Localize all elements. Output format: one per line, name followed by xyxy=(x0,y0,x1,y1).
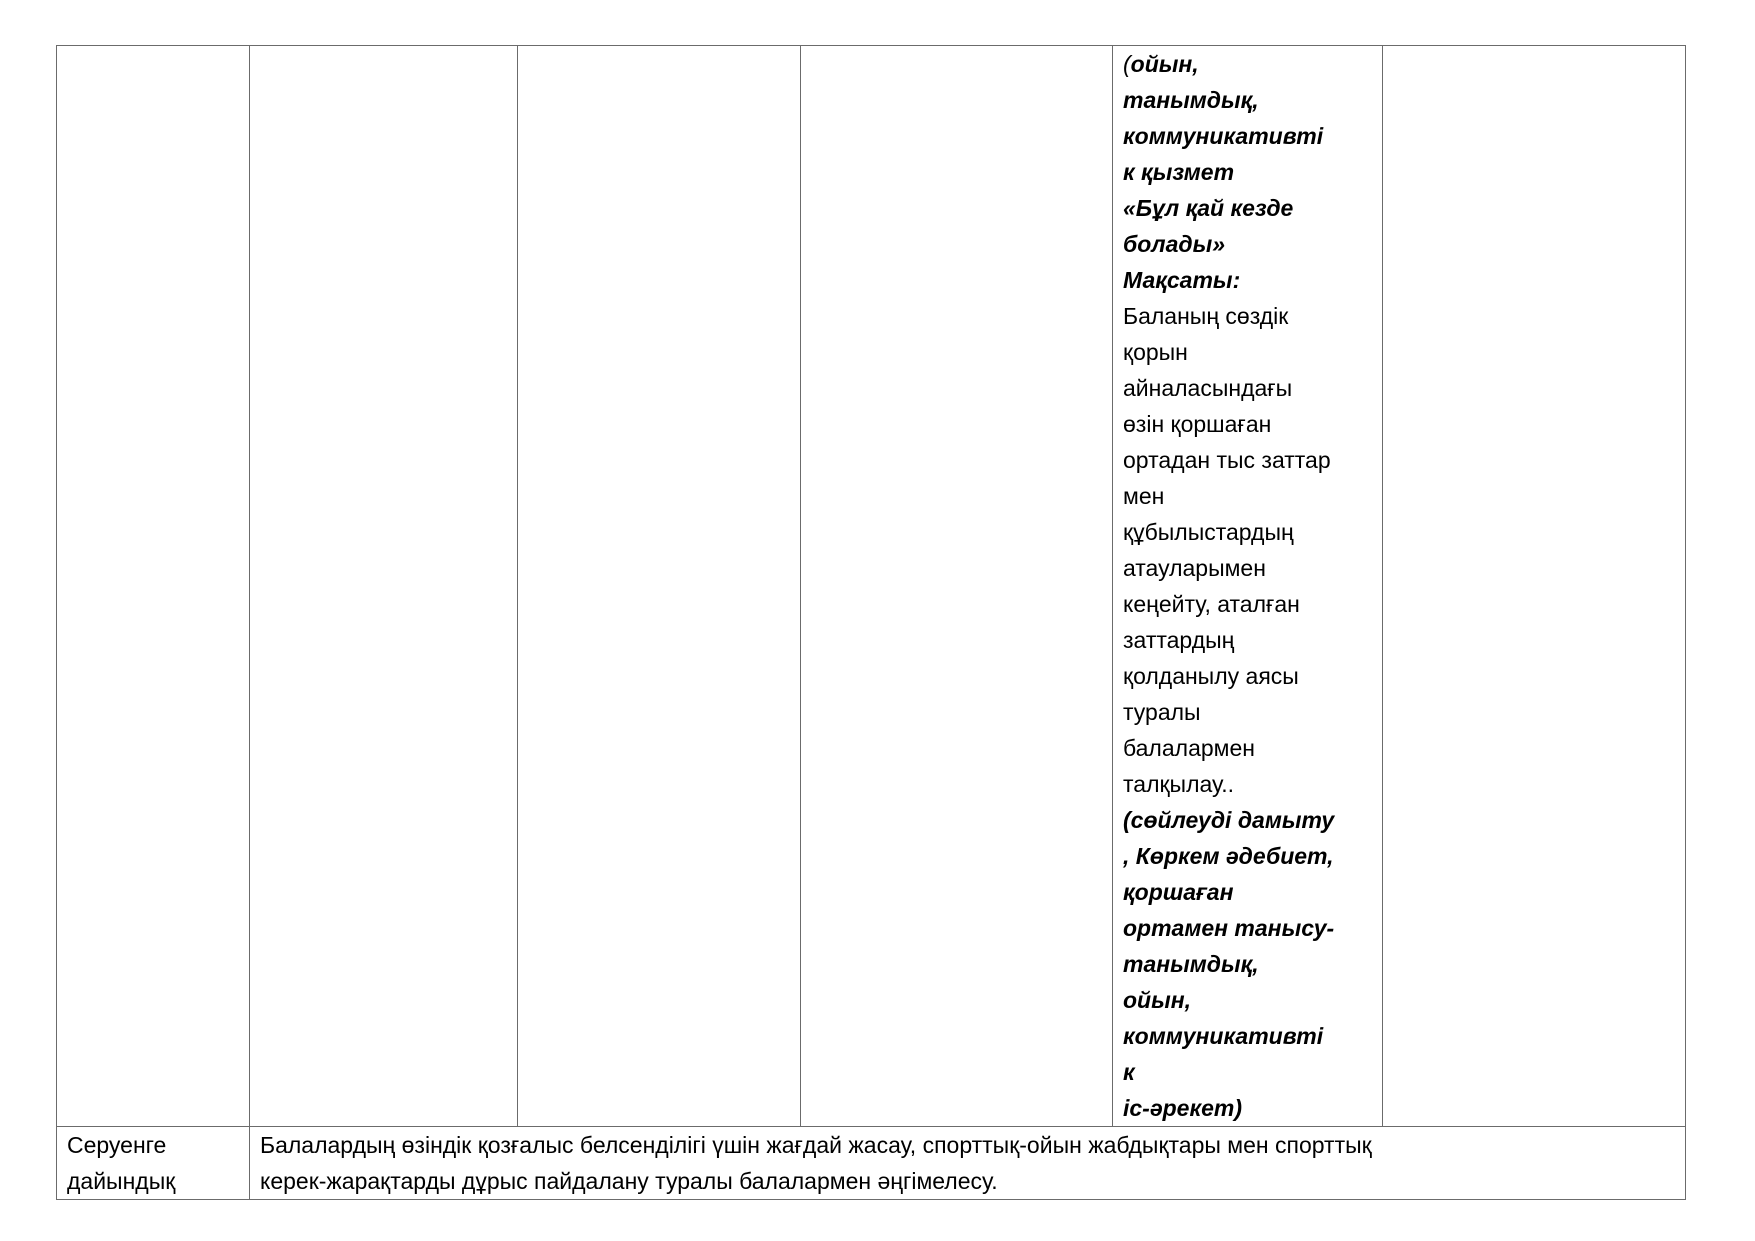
row-description-cell xyxy=(250,1127,1686,1200)
activity-line: талқылау.. xyxy=(1123,771,1235,797)
activity-line: қоршаған xyxy=(1123,879,1234,905)
table-row xyxy=(57,1127,1686,1200)
table-row xyxy=(57,46,1686,1127)
row-label-line: дайындық xyxy=(67,1168,176,1194)
row-label-line: Серуенге xyxy=(67,1132,167,1158)
description-line: керек-жарақтарды дұрыс пайдалану туралы балалармен әңгімелесу. xyxy=(260,1168,998,1194)
activity-line: танымдық, xyxy=(1123,951,1259,977)
activity-line-prefix: ( xyxy=(1123,51,1131,77)
activity-line: Баланың сөздік xyxy=(1123,303,1289,329)
activity-line xyxy=(1123,46,1372,82)
activity-line: ойын, xyxy=(1123,987,1192,1013)
activity-line: болады» xyxy=(1123,231,1226,257)
table-cell-empty xyxy=(801,46,1113,1127)
activity-line: коммуникативті xyxy=(1123,1023,1324,1049)
table-cell-empty xyxy=(518,46,801,1127)
activity-line: іс-әрекет) xyxy=(1123,1095,1243,1121)
activity-cell xyxy=(1113,46,1383,1127)
activity-line: мен xyxy=(1123,483,1165,509)
activity-line: (сөйлеуді дамыту xyxy=(1123,807,1335,833)
activity-line: қолданылу аясы xyxy=(1123,663,1299,689)
activity-line: ортамен танысу- xyxy=(1123,915,1335,941)
table-cell-empty xyxy=(250,46,518,1127)
activity-line: «Бұл қай кезде xyxy=(1123,195,1294,221)
activity-text xyxy=(1123,46,1372,1126)
activity-line: , Көркем әдебиет, xyxy=(1123,843,1334,869)
activity-line: к қызмет xyxy=(1123,159,1235,185)
activity-line: коммуникативті xyxy=(1123,123,1324,149)
row-label-cell xyxy=(57,1127,250,1200)
description-line: Балалардың өзіндік қозғалыс белсенділігі үшін жағдай жасау, спорттық-ойын жабдықтары мен спорттық xyxy=(260,1132,1372,1158)
activity-line: құбылыстардың xyxy=(1123,519,1294,545)
activity-line: өзін қоршаған xyxy=(1123,411,1272,437)
activity-line: к xyxy=(1123,1059,1135,1085)
activity-line: атауларымен xyxy=(1123,555,1266,581)
activity-line: Мақсаты: xyxy=(1123,267,1241,293)
activity-line: айналасындағы xyxy=(1123,375,1293,401)
activity-line: заттардың xyxy=(1123,627,1235,653)
activity-line: кеңейту, аталған xyxy=(1123,591,1300,617)
activity-line-tail: ойын, xyxy=(1130,51,1199,77)
activity-line: танымдық, xyxy=(1123,87,1259,113)
activity-line: туралы xyxy=(1123,699,1201,725)
table-cell-empty xyxy=(1383,46,1686,1127)
table-cell-empty xyxy=(57,46,250,1127)
activity-line: қорын xyxy=(1123,339,1188,365)
activity-line: ортадан тыс заттар xyxy=(1123,447,1331,473)
activity-line: балалармен xyxy=(1123,735,1255,761)
plan-table xyxy=(56,45,1686,1200)
